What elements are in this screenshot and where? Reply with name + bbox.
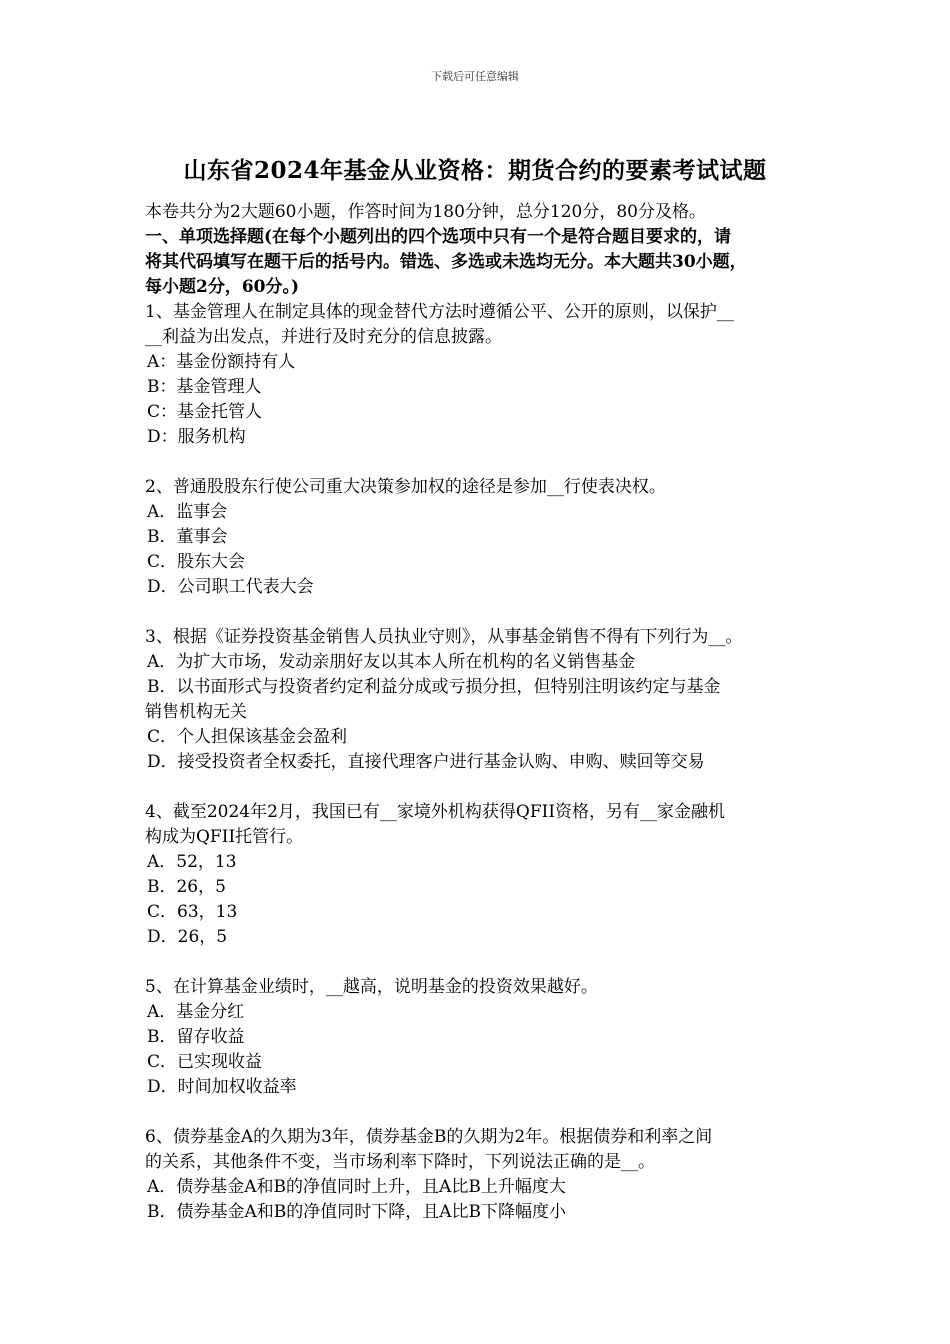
option-a: A．为扩大市场，发动亲朋好友以其本人所在机构的名义销售基金: [147, 652, 636, 672]
question-stem: 4、截至2024年2月，我国已有__家境外机构获得QFII资格，另有__家金融机: [145, 802, 726, 822]
question-1: [145, 300, 815, 450]
section-heading: [145, 225, 815, 300]
section-heading-line: 每小题2分，60分。): [145, 277, 300, 297]
option-c: C．股东大会: [147, 552, 246, 572]
intro-text: 本卷共分为2大题60小题，作答时间为180分钟，总分120分，80分及格。: [145, 202, 706, 222]
question-stem: 6、债券基金A的久期为3年，债券基金B的久期为2年。根据债券和利率之间: [145, 1127, 713, 1147]
option-a: A．债券基金A和B的净值同时上升，且A比B上升幅度大: [147, 1177, 566, 1197]
option-c: C：基金托管人: [147, 402, 263, 422]
option-b: B．董事会: [147, 527, 228, 547]
option-b: B：基金管理人: [147, 377, 262, 397]
question-5: [145, 975, 815, 1100]
question-3: [145, 625, 815, 775]
question-stem: 的关系，其他条件不变，当市场利率下降时，下列说法正确的是__。: [145, 1152, 655, 1172]
question-stem: 1、基金管理人在制定具体的现金替代方法时遵循公平、公开的原则，以保护__: [145, 302, 734, 322]
question-stem: __利益为出发点，并进行及时充分的信息披露。: [145, 327, 502, 347]
spacer: [145, 950, 815, 975]
option-b: B．以书面形式与投资者约定利益分成或亏损分担，但特别注明该约定与基金: [147, 677, 721, 697]
page-title: 山东省2024年基金从业资格：期货合约的要素考试试题: [183, 157, 767, 184]
option-c: C．个人担保该基金会盈利: [147, 727, 348, 747]
option-d: D．26，5: [147, 927, 228, 947]
spacer: [145, 775, 815, 800]
option-b: B．留存收益: [147, 1027, 245, 1047]
option-b-continued: 销售机构无关: [145, 702, 247, 722]
option-a: A．基金分红: [147, 1002, 245, 1022]
option-d: D．时间加权收益率: [147, 1077, 297, 1097]
option-d: D：服务机构: [147, 427, 246, 447]
header-note: 下载后可任意编辑: [431, 70, 519, 83]
spacer: [145, 1100, 815, 1125]
spacer: [145, 450, 815, 475]
question-stem: 构成为QFII托管行。: [145, 827, 304, 847]
question-4: [145, 800, 815, 950]
option-d: D．接受投资者全权委托，直接代理客户进行基金认购、申购、赎回等交易: [147, 752, 705, 772]
question-stem: 2、普通股股东行使公司重大决策参加权的途径是参加__行使表决权。: [145, 477, 666, 497]
option-a: A．52，13: [147, 852, 237, 872]
section-heading-line: 将其代码填写在题干后的括号内。错选、多选或未选均无分。本大题共30小题，: [145, 252, 747, 272]
section-heading-line: 一、单项选择题(在每个小题列出的四个选项中只有一个是符合题目要求的，请: [145, 227, 732, 247]
option-b: B．债券基金A和B的净值同时下降，且A比B下降幅度小: [147, 1202, 567, 1222]
question-2: [145, 475, 815, 600]
option-c: C．已实现收益: [147, 1052, 263, 1072]
document-body: [145, 200, 815, 1225]
option-a: A：基金份额持有人: [147, 352, 296, 372]
option-c: C．63，13: [147, 902, 238, 922]
spacer: [145, 600, 815, 625]
option-b: B．26，5: [147, 877, 226, 897]
option-d: D．公司职工代表大会: [147, 577, 314, 597]
question-6: [145, 1125, 815, 1225]
question-stem: 3、根据《证券投资基金销售人员执业守则》，从事基金销售不得有下列行为__。: [145, 627, 743, 647]
question-stem: 5、在计算基金业绩时，__越高，说明基金的投资效果越好。: [145, 977, 598, 997]
option-a: A．监事会: [147, 502, 228, 522]
